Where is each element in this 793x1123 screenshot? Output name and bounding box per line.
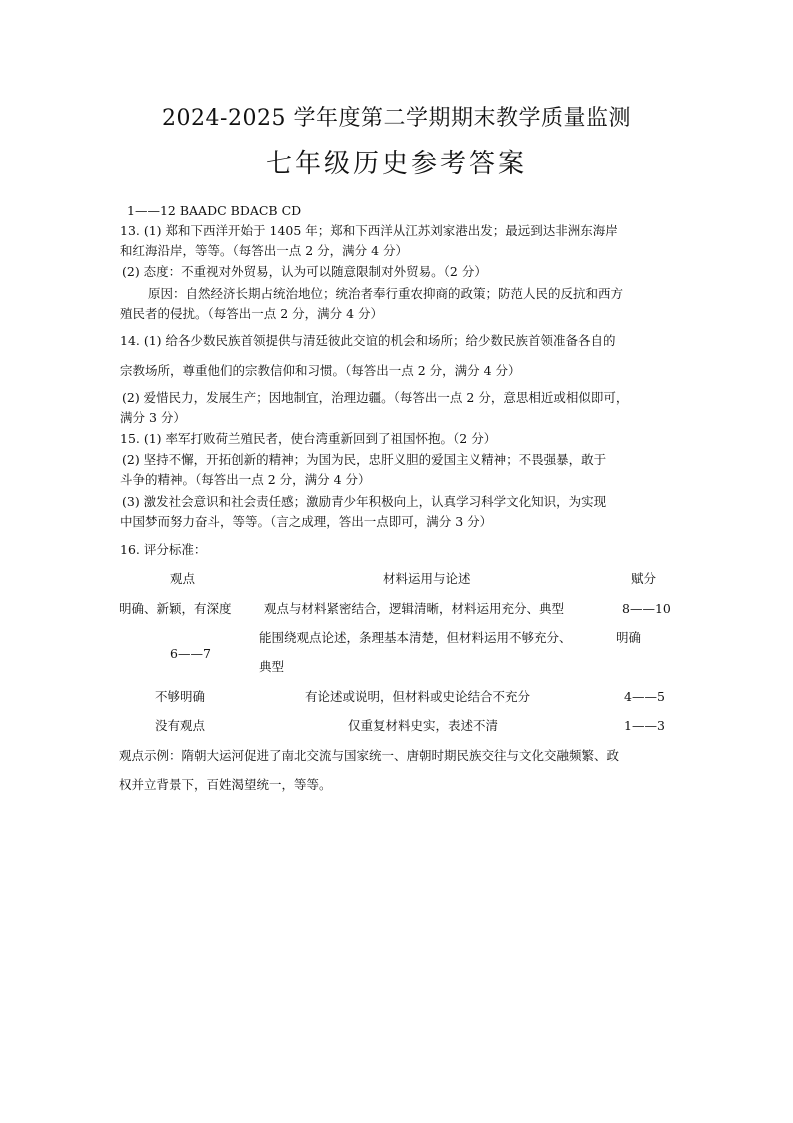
- answer-line: 原因：自然经济长期占统治地位；统治者奉行重农抑商的政策；防范人民的反抗和西方: [148, 286, 624, 301]
- answer-line: 殖民者的侵扰。（每答出一点 2 分，满分 4 分）: [120, 306, 384, 321]
- answer-line: 14. (1) 给各少数民族首领提供与清廷彼此交谊的机会和场所；给少数民族首领准备各自的: [120, 333, 616, 348]
- rubric-cell: 没有观点: [155, 718, 206, 733]
- answer-line: 宗教场所，尊重他们的宗教信仰和习惯。（每答出一点 2 分，满分 4 分）: [120, 363, 521, 378]
- rubric-cell: 明确: [616, 630, 642, 645]
- rubric-cell: 有论述或说明，但材料或史论结合不充分: [305, 689, 531, 704]
- rubric-cell: 观点与材料紧密结合，逻辑清晰，材料运用充分、典型: [264, 601, 565, 616]
- answer-line: 和红海沿岸，等等。（每答出一点 2 分，满分 4 分）: [120, 243, 409, 258]
- answer-line: 斗争的精神。（每答出一点 2 分，满分 4 分）: [120, 472, 371, 487]
- answer-line: (2) 坚持不懈，开拓创新的精神；为国为民，忠肝义胆的爱国主义精神；不畏强暴，敢于: [122, 452, 607, 467]
- page-subtitle: 七年级历史参考答案: [265, 149, 527, 179]
- example-line: 权并立背景下，百姓渴望统一，等等。: [119, 777, 332, 792]
- answer-line: (2) 态度：不重视对外贸易，认为可以随意限制对外贸易。（2 分）: [122, 264, 487, 279]
- rubric-cell: 8——10: [622, 601, 671, 616]
- rubric-header: 赋分: [631, 571, 657, 586]
- example-line: 观点示例：隋朝大运河促进了南北交流与国家统一、唐朝时期民族交往与文化交融频繁、政: [119, 748, 620, 763]
- page-title: 2024-2025 学年度第二学期期末教学质量监测: [162, 106, 631, 131]
- rubric-cell: 1——3: [624, 718, 665, 733]
- rubric-cell: 明确、新颖，有深度: [119, 601, 232, 616]
- rubric-header: 观点: [170, 571, 196, 586]
- rubric-heading: 16. 评分标准：: [120, 542, 207, 557]
- answer-line: (2) 爱惜民力，发展生产；因地制宜，治理边疆。（每答出一点 2 分，意思相近或相似即可，: [122, 390, 629, 405]
- answer-line: 满分 3 分）: [120, 410, 186, 425]
- rubric-cell: 4——5: [624, 689, 665, 704]
- answer-line: 中国梦而努力奋斗，等等。（言之成理，答出一点即可，满分 3 分）: [120, 514, 493, 529]
- rubric-cell: 仅重复材料史实，表述不清: [348, 718, 499, 733]
- answer-line: 1——12 BAADC BDACB CD: [127, 203, 302, 218]
- answer-line: 13. (1) 郑和下西洋开始于 1405 年；郑和下西洋从江苏刘家港出发；最远到达非洲东海岸: [120, 223, 618, 238]
- rubric-header: 材料运用与论述: [383, 571, 471, 586]
- answer-line: 15. (1) 率军打败荷兰殖民者，使台湾重新回到了祖国怀抱。（2 分）: [120, 431, 497, 446]
- answer-line: (3) 激发社会意识和社会责任感；激励青少年积极向上，认真学习科学文化知识，为实现: [122, 494, 607, 509]
- rubric-cell: 6——7: [170, 646, 211, 661]
- rubric-cell: 能围绕观点论述，条理基本清楚，但材料运用不够充分、: [259, 630, 572, 645]
- rubric-cell: 典型: [259, 659, 285, 674]
- rubric-cell: 不够明确: [155, 689, 206, 704]
